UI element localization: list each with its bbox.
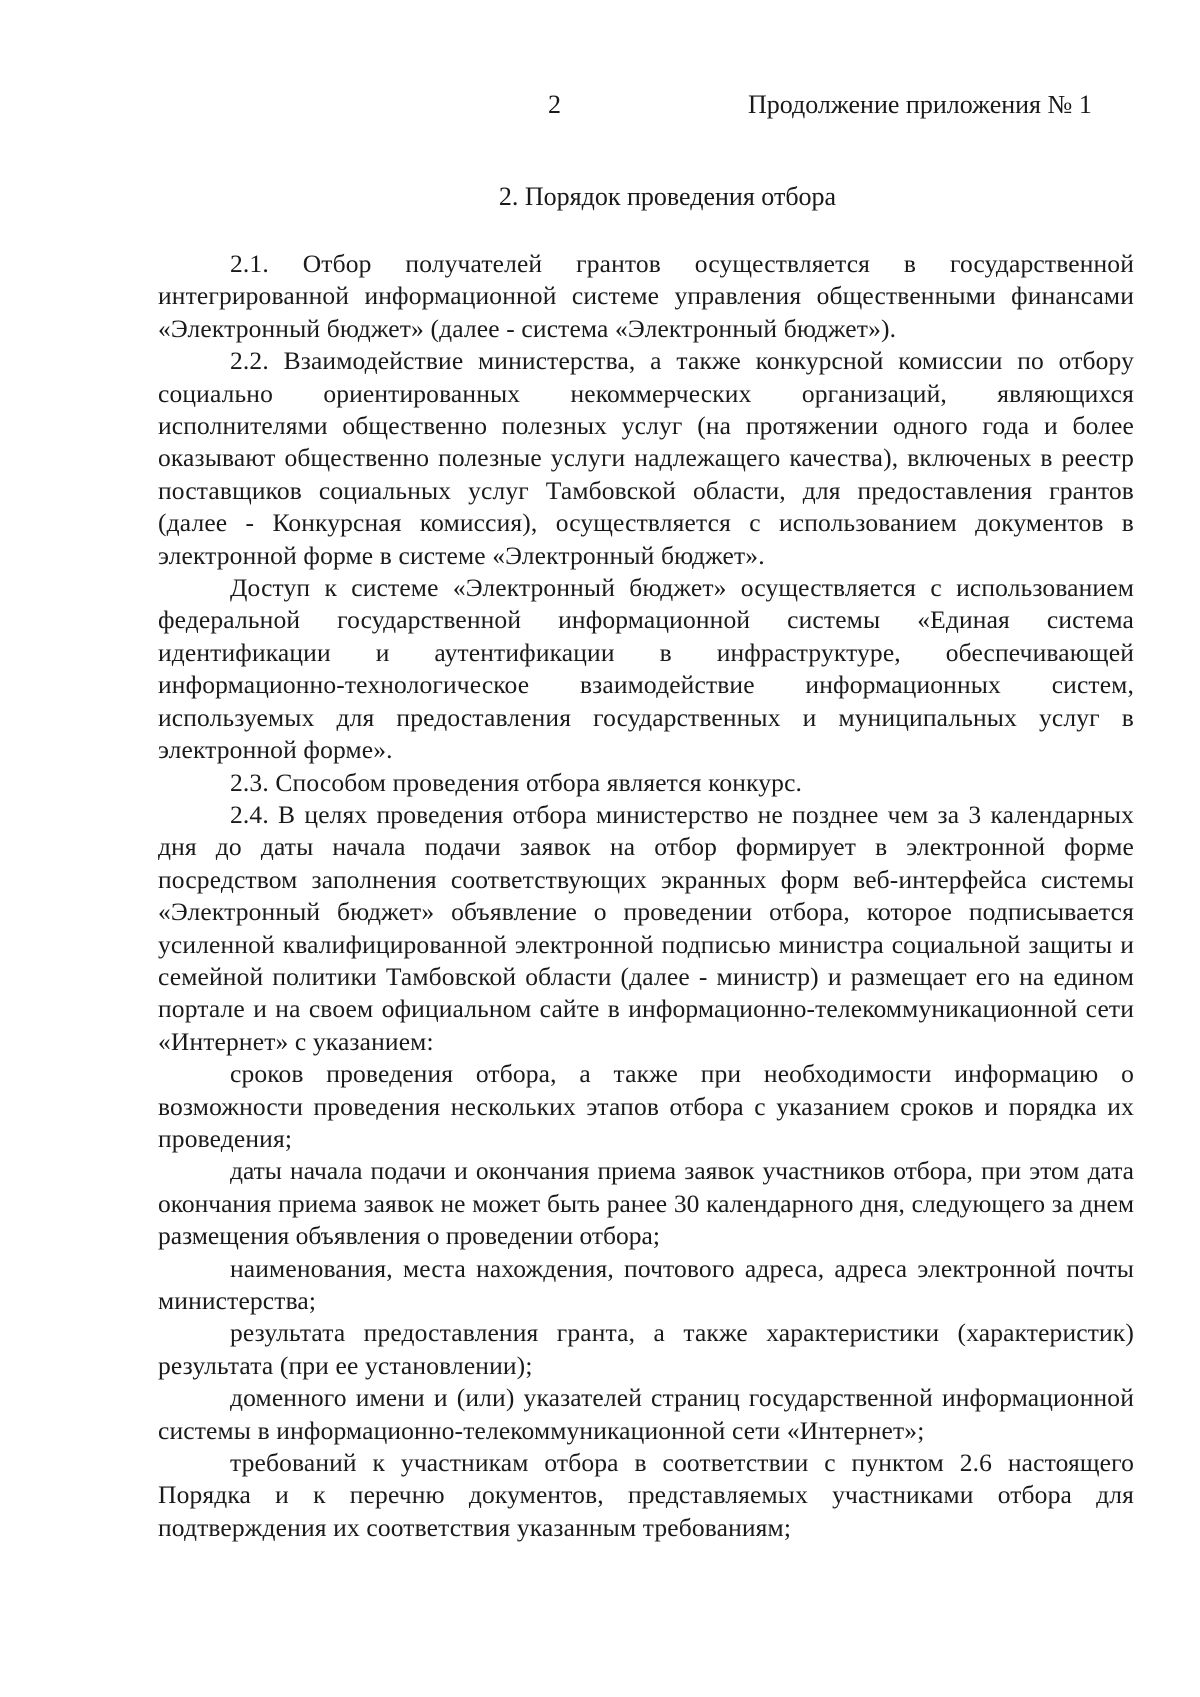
paragraph-2-2: 2.2. Взаимодействие министерства, а также конкурсной комиссии по отбору социально ориентированных некоммерческих организаций, являющихся исполнителями общественно полезных услуг (на протяжении одного года и более оказывают общественно полезные услуги надлежащего качества), включеных в реестр поставщиков социальных услуг Тамбовской области, для предоставления грантов (далее - Конкурсная комиссия), осуществляется с использованием документов в электронной форме в системе «Электронный бюджет». [158, 346, 1134, 570]
list-item-deadlines: сроков проведения отбора, а также при необходимости информацию о возможности проведения нескольких этапов отбора с указанием сроков и порядка их проведения; [158, 1059, 1134, 1153]
paragraph-2-1: 2.1. Отбор получателей грантов осуществляется в государственной интегрированной информационной системе управления общественными финансами «Электронный бюджет» (далее - система «Электронный бюджет»). [158, 249, 1134, 343]
paragraph-access: Доступ к системе «Электронный бюджет» осуществляется с использованием федеральной государственной информационной системы «Единая система идентификации и аутентификации в инфраструктуре, обеспечивающей информационно-технологическое взаимодействие информационных систем, используемых для предоставления государственных и муниципальных услуг в электронной форме». [158, 573, 1134, 765]
section-heading: 2. Порядок проведения отбора [498, 182, 837, 211]
list-item-ministry-contacts: наименования, места нахождения, почтового адреса, адреса электронной почты министерства; [158, 1253, 1134, 1315]
paragraph-2-4: 2.4. В целях проведения отбора министерство не позднее чем за 3 календарных дня до даты начала подачи заявок на отбор формирует в электронной форме посредством заполнения соответствующих экранных форм веб-интерфейса системы «Электронный бюджет» объявление о проведении отбора, которое подписывается усиленной квалифицированной электронной подписью министра социальной защиты и семейной политики Тамбовской области (далее - министр) и размещает его на едином портале и на своем официальном сайте в информационно-телекоммуникационной сети «Интернет» с указанием: [158, 799, 1134, 1056]
appendix-continuation-label: Продолжение приложения № 1 [748, 90, 1092, 119]
list-item-participant-requirements: требований к участникам отбора в соответствии с пунктом 2.6 настоящего Порядка и к перечню документов, представляемых участниками отбора для подтверждения их соответствия указанным требованиям; [158, 1448, 1134, 1542]
paragraph-2-3: 2.3. Способом проведения отбора является конкурс. [230, 767, 803, 797]
document-body [158, 248, 1134, 1544]
page-number: 2 [548, 90, 561, 119]
list-item-application-dates: даты начала подачи и окончания приема заявок участников отбора, при этом дата окончания приема заявок не может быть ранее 30 календарного дня, следующего за днем размещения объявления о проведении отбора; [158, 1156, 1134, 1251]
list-item-grant-result: результата предоставления гранта, а также характеристики (характеристик) результата (при ее установлении); [158, 1318, 1134, 1380]
list-item-domain-name: доменного имени и (или) указателей страниц государственной информационной системы в информационно-телекоммуникационной сети «Интернет»; [158, 1383, 1134, 1445]
